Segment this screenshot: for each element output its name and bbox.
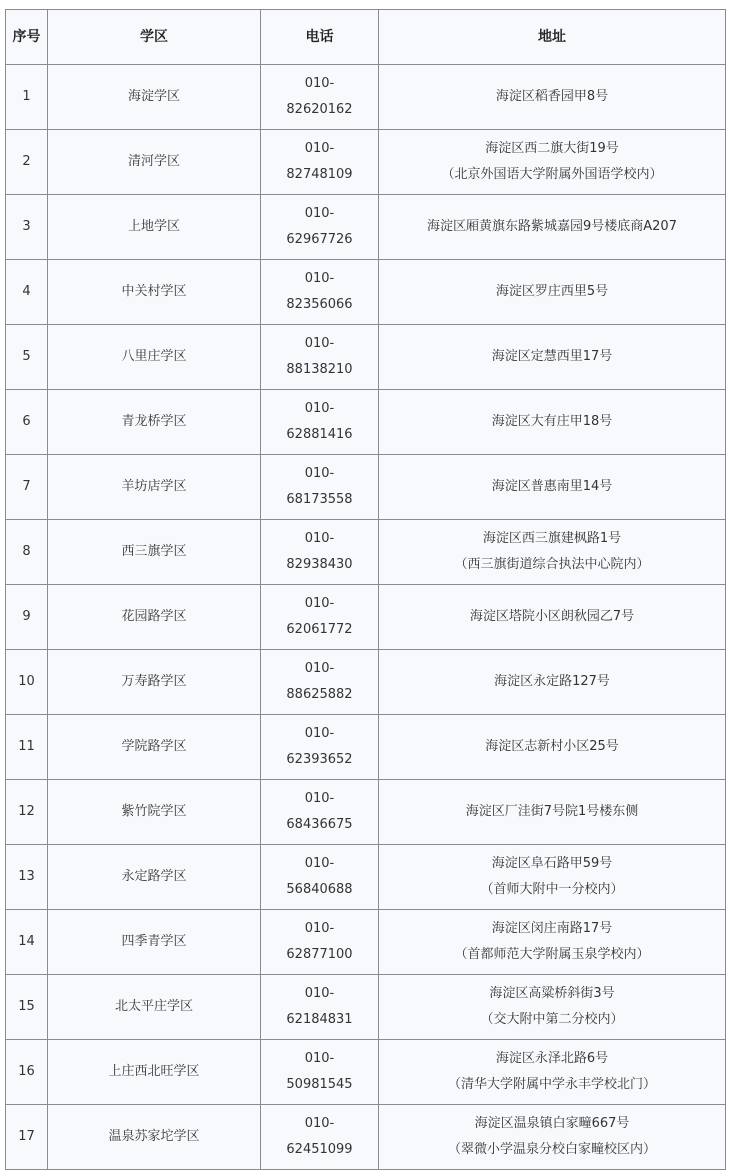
address-note: （西三旗街道综合执法中心院内） [454, 557, 650, 572]
row-index: 6 [6, 390, 48, 455]
phone-number: 82748109 [286, 167, 353, 182]
phone-number: 62967726 [286, 232, 353, 247]
table-row [6, 130, 726, 195]
phone-number: 56840688 [286, 882, 353, 897]
phone-area-code: 010- [304, 206, 335, 221]
row-address [379, 845, 726, 910]
address-note: （首都师范大学附属玉泉学校内） [454, 947, 650, 962]
row-index: 8 [6, 520, 48, 585]
row-address [379, 715, 726, 780]
table-row [6, 195, 726, 260]
row-address [379, 780, 726, 845]
address-line: 海淀区定慧西里17号 [491, 349, 613, 364]
table-row [6, 390, 726, 455]
row-phone [261, 130, 379, 195]
phone-number: 82356066 [286, 297, 353, 312]
phone-area-code: 010- [304, 791, 335, 806]
row-district: 西三旗学区 [48, 520, 261, 585]
address-line: 海淀区罗庄西里5号 [495, 284, 609, 299]
phone-area-code: 010- [304, 531, 335, 546]
row-address [379, 910, 726, 975]
row-index: 3 [6, 195, 48, 260]
phone-number: 88138210 [286, 362, 353, 377]
row-phone [261, 325, 379, 390]
table-row [6, 975, 726, 1040]
row-index: 16 [6, 1040, 48, 1105]
row-address [379, 650, 726, 715]
row-phone [261, 845, 379, 910]
row-phone [261, 520, 379, 585]
address-line: 海淀区大有庄甲18号 [491, 414, 613, 429]
row-index: 2 [6, 130, 48, 195]
phone-area-code: 010- [304, 596, 335, 611]
row-index: 10 [6, 650, 48, 715]
row-address [379, 195, 726, 260]
row-address [379, 390, 726, 455]
address-note: （清华大学附属中学永丰学校北门） [447, 1077, 656, 1092]
phone-number: 62061772 [286, 622, 353, 637]
row-address [379, 1040, 726, 1105]
row-address [379, 585, 726, 650]
row-phone [261, 455, 379, 520]
phone-number: 62881416 [286, 427, 353, 442]
row-district: 中关村学区 [48, 260, 261, 325]
header-phone: 电话 [261, 10, 379, 65]
row-district: 清河学区 [48, 130, 261, 195]
phone-area-code: 010- [304, 271, 335, 286]
row-index: 14 [6, 910, 48, 975]
address-note: （北京外国语大学附属外国语学校内） [441, 167, 663, 182]
header-index: 序号 [6, 10, 48, 65]
phone-area-code: 010- [304, 336, 335, 351]
phone-area-code: 010- [304, 141, 335, 156]
phone-number: 62877100 [286, 947, 353, 962]
row-index: 17 [6, 1105, 48, 1170]
table-row [6, 1040, 726, 1105]
table-row [6, 780, 726, 845]
row-district: 上地学区 [48, 195, 261, 260]
phone-number: 62451099 [286, 1142, 353, 1157]
phone-area-code: 010- [304, 1116, 335, 1131]
row-phone [261, 715, 379, 780]
row-address [379, 1105, 726, 1170]
table-row [6, 520, 726, 585]
address-line: 海淀区高粱桥斜街3号 [489, 986, 615, 1001]
district-contact-table [5, 9, 726, 1170]
row-phone [261, 1105, 379, 1170]
phone-area-code: 010- [304, 726, 335, 741]
table-row [6, 325, 726, 390]
district-contact-table-container [5, 9, 725, 1170]
row-district: 青龙桥学区 [48, 390, 261, 455]
row-index: 1 [6, 65, 48, 130]
row-district: 海淀学区 [48, 65, 261, 130]
row-index: 11 [6, 715, 48, 780]
row-index: 4 [6, 260, 48, 325]
phone-area-code: 010- [304, 466, 335, 481]
phone-area-code: 010- [304, 401, 335, 416]
address-line: 海淀区西三旗建枫路1号 [482, 531, 622, 546]
row-address [379, 325, 726, 390]
phone-number: 88625882 [286, 687, 353, 702]
row-address [379, 65, 726, 130]
table-row [6, 650, 726, 715]
row-phone [261, 65, 379, 130]
address-line: 海淀区阜石路甲59号 [491, 856, 613, 871]
phone-number: 68436675 [286, 817, 353, 832]
row-address [379, 520, 726, 585]
table-row [6, 1105, 726, 1170]
row-district: 万寿路学区 [48, 650, 261, 715]
phone-number: 62184831 [286, 1012, 353, 1027]
row-district: 羊坊店学区 [48, 455, 261, 520]
row-phone [261, 650, 379, 715]
row-address [379, 130, 726, 195]
table-header-row [6, 10, 726, 65]
row-district: 上庄西北旺学区 [48, 1040, 261, 1105]
address-line: 海淀区厂洼街7号院1号楼东侧 [465, 804, 639, 819]
address-line: 海淀区普惠南里14号 [491, 479, 613, 494]
row-index: 9 [6, 585, 48, 650]
row-address [379, 455, 726, 520]
row-address [379, 260, 726, 325]
table-row [6, 910, 726, 975]
address-line: 海淀区永定路127号 [494, 674, 610, 689]
phone-area-code: 010- [304, 661, 335, 676]
table-body [6, 65, 726, 1170]
row-phone [261, 585, 379, 650]
address-line: 海淀区温泉镇白家疃667号 [474, 1116, 630, 1131]
header-district: 学区 [48, 10, 261, 65]
phone-number: 68173558 [286, 492, 353, 507]
table-row [6, 260, 726, 325]
address-line: 海淀区塔院小区朗秋园乙7号 [469, 609, 635, 624]
address-line: 海淀区稻香园甲8号 [495, 89, 609, 104]
row-district: 学院路学区 [48, 715, 261, 780]
row-district: 紫竹院学区 [48, 780, 261, 845]
row-district: 四季青学区 [48, 910, 261, 975]
phone-area-code: 010- [304, 76, 335, 91]
phone-area-code: 010- [304, 986, 335, 1001]
row-index: 7 [6, 455, 48, 520]
row-district: 永定路学区 [48, 845, 261, 910]
table-row [6, 455, 726, 520]
row-district: 北太平庄学区 [48, 975, 261, 1040]
row-address [379, 975, 726, 1040]
row-district: 八里庄学区 [48, 325, 261, 390]
row-index: 5 [6, 325, 48, 390]
row-index: 15 [6, 975, 48, 1040]
address-line: 海淀区闵庄南路17号 [491, 921, 613, 936]
address-note: （交大附中第二分校内） [480, 1012, 624, 1027]
row-phone [261, 195, 379, 260]
phone-number: 82620162 [286, 102, 353, 117]
phone-number: 50981545 [286, 1077, 353, 1092]
row-index: 12 [6, 780, 48, 845]
phone-area-code: 010- [304, 856, 335, 871]
address-note: （首师大附中一分校内） [480, 882, 624, 897]
table-row [6, 845, 726, 910]
phone-area-code: 010- [304, 1051, 335, 1066]
address-line: 海淀区西二旗大街19号 [485, 141, 619, 156]
row-index: 13 [6, 845, 48, 910]
address-line: 海淀区厢黄旗东路紫城嘉园9号楼底商A207 [427, 219, 677, 234]
phone-area-code: 010- [304, 921, 335, 936]
row-phone [261, 260, 379, 325]
phone-number: 82938430 [286, 557, 353, 572]
row-phone [261, 390, 379, 455]
row-phone [261, 1040, 379, 1105]
header-address: 地址 [379, 10, 726, 65]
address-note: （翠微小学温泉分校白家疃校区内） [447, 1142, 656, 1157]
table-row [6, 715, 726, 780]
table-row [6, 585, 726, 650]
row-district: 温泉苏家坨学区 [48, 1105, 261, 1170]
table-row [6, 65, 726, 130]
row-district: 花园路学区 [48, 585, 261, 650]
address-line: 海淀区志新村小区25号 [485, 739, 619, 754]
phone-number: 62393652 [286, 752, 353, 767]
row-phone [261, 780, 379, 845]
address-line: 海淀区永泽北路6号 [495, 1051, 609, 1066]
row-phone [261, 910, 379, 975]
row-phone [261, 975, 379, 1040]
